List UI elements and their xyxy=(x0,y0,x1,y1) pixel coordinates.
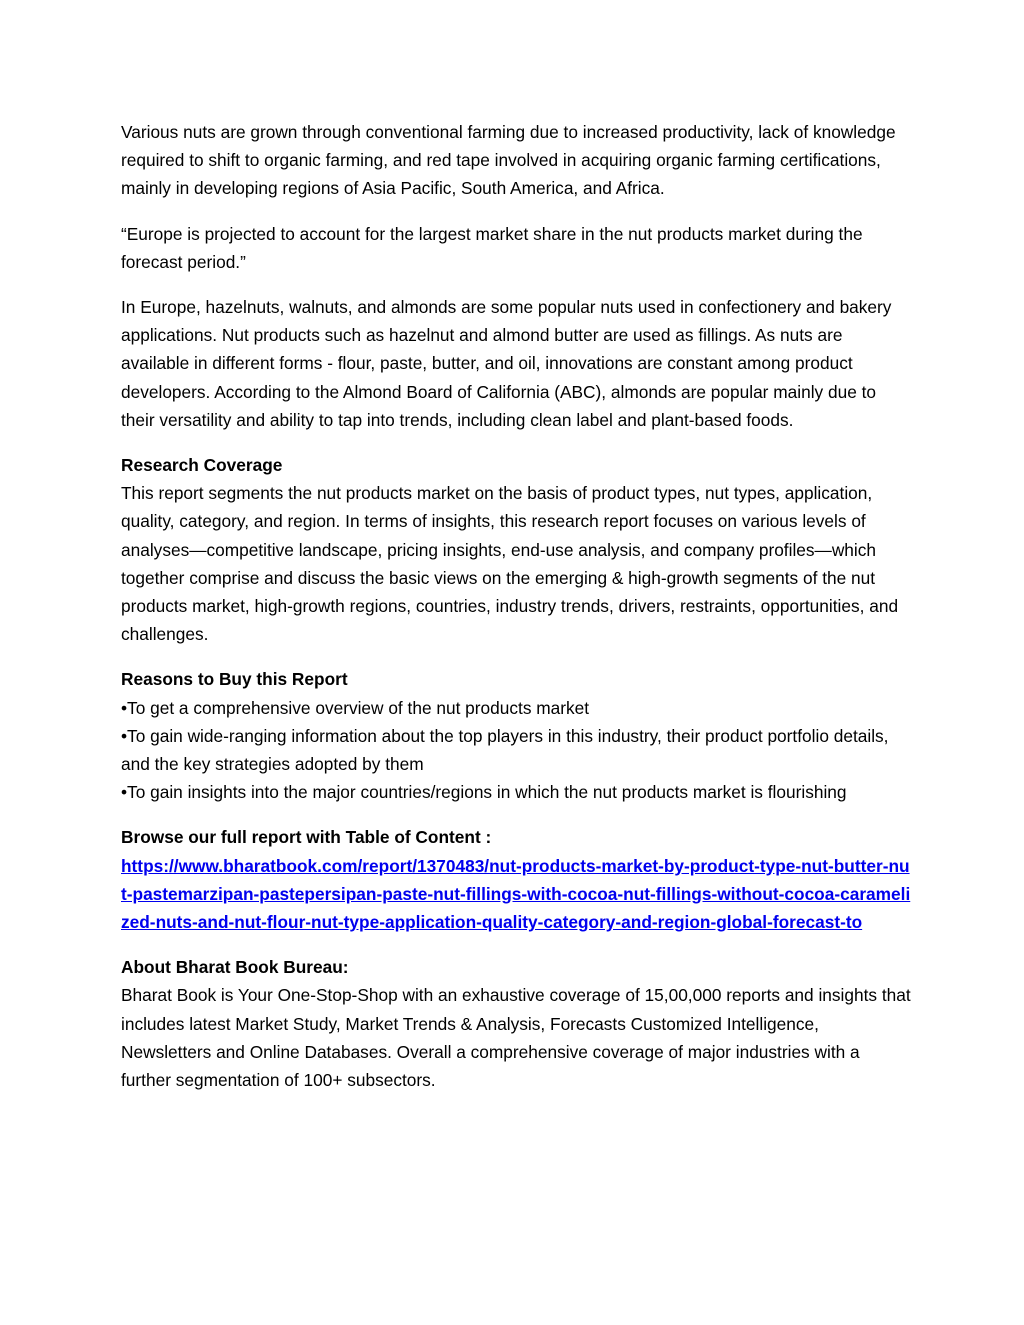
document-page xyxy=(121,118,911,1111)
reasons-heading: Reasons to Buy this Report xyxy=(121,669,348,690)
reason-item: •To get a comprehensive overview of the nut products market xyxy=(121,697,590,718)
research-coverage-heading: Research Coverage xyxy=(121,455,283,476)
about-body: Bharat Book is Your One-Stop-Shop with an exhaustive coverage of 15,00,000 reports and insights that includes latest Market Study, Market Trends & Analysis, Forecasts Customized Intelligence, Newsletters and Online Databases. Overall a comprehensive coverage of major industries with a further segmentation of 100+ subsectors. xyxy=(121,985,911,1091)
browse-heading: Browse our full report with Table of Content : xyxy=(121,827,492,848)
about-heading: About Bharat Book Bureau: xyxy=(121,957,349,978)
europe-quote-paragraph: “Europe is projected to account for the largest market share in the nut products market during the forecast period.” xyxy=(121,223,863,272)
reasons-section xyxy=(121,665,911,806)
intro-paragraph: Various nuts are grown through conventional farming due to increased productivity, lack of knowledge required to shift to organic farming, and red tape involved in acquiring organic farming certifications, mainly in developing regions of Asia Pacific, South America, and Africa. xyxy=(121,122,896,199)
research-coverage-section xyxy=(121,451,911,648)
report-link[interactable]: https://www.bharatbook.com/report/1370483/nut-products-market-by-product-type-nut-butter-nut-pastemarzipan-pastepersipan-paste-nut-fillings-with-cocoa-nut-fillings-without-cocoa-caramelized-nuts-and-nut-flour-nut-type-application-quality-category-and-region-global-forecast-to xyxy=(121,855,911,933)
reason-item: •To gain wide-ranging information about the top players in this industry, their product portfolio details, and the key strategies adopted by them xyxy=(121,725,889,775)
europe-paragraph: In Europe, hazelnuts, walnuts, and almonds are some popular nuts used in confectionery and bakery applications. Nut products such as hazelnut and almond butter are used as fillings. As nuts are available in different forms - flour, paste, butter, and oil, innovations are constant among product developers. According to the Almond Board of California (ABC), almonds are popular mainly due to their versatility and ability to tap into trends, including clean label and plant-based foods. xyxy=(121,297,892,430)
browse-section xyxy=(121,823,911,936)
about-section xyxy=(121,953,911,1094)
reason-item: •To gain insights into the major countries/regions in which the nut products market is flourishing xyxy=(121,782,847,803)
research-coverage-body: This report segments the nut products market on the basis of product types, nut types, application, quality, category, and region. In terms of insights, this research report focuses on various levels of analyses—competitive landscape, pricing insights, end-use analysis, and company profiles—which together comprise and discuss the basic views on the emerging & high-growth segments of the nut products market, high-growth regions, countries, industry trends, drivers, restraints, opportunities, and challenges. xyxy=(121,483,899,645)
